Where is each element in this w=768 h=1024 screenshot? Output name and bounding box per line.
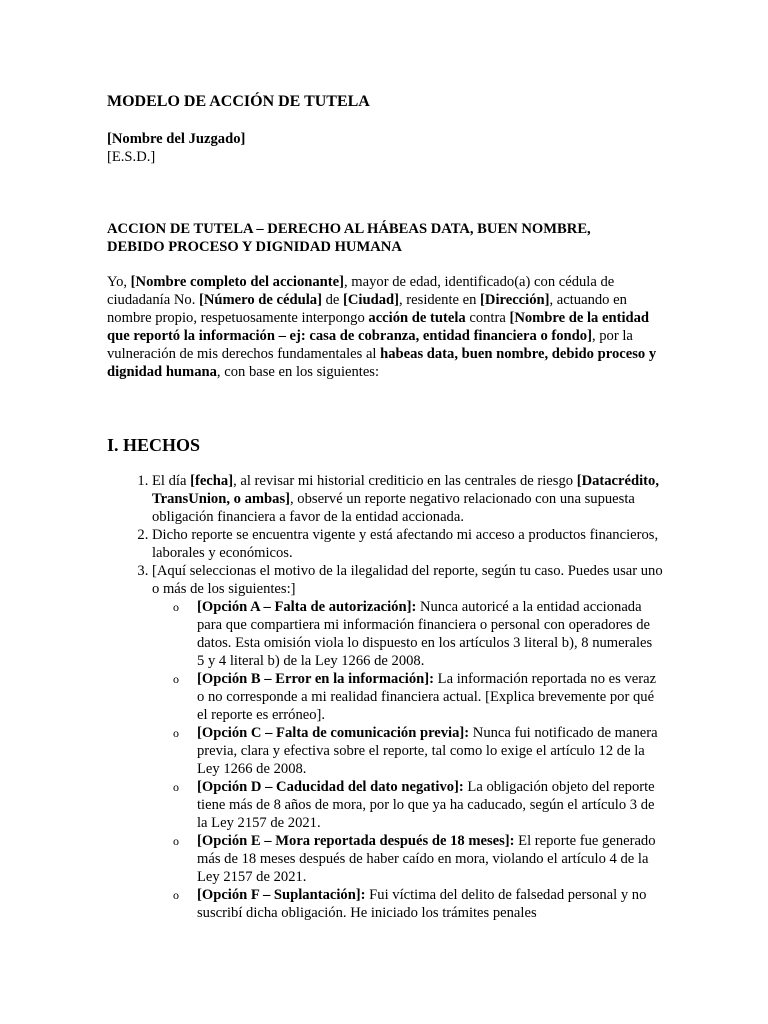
court-name: [Nombre del Juzgado] — [107, 131, 246, 147]
option-text: Fui víctima del delito de falsedad personal y no suscribí dicha obligación. He iniciado los trámites penales — [197, 887, 647, 921]
intro-text: , mayor de edad, identificado(a) con cédula de ciudadanía No. — [107, 274, 615, 308]
intro-bold: [Nombre completo del accionante] — [130, 274, 344, 290]
fact-text: [Aquí seleccionas el motivo de la ilegalidad del reporte, según tu caso. Puedes usar uno o más de los siguientes:] — [152, 563, 663, 597]
option-label: [Opción C – Falta de comunicación previa]: — [197, 725, 470, 741]
subject-line-2: DEBIDO PROCESO Y DIGNIDAD HUMANA — [107, 239, 402, 255]
options-list — [152, 598, 663, 922]
fact-bold: [fecha] — [190, 473, 234, 489]
fact-text: Dicho reporte se encuentra vigente y está afectando mi acceso a productos financieros, laborales y económicos. — [152, 527, 659, 561]
intro-bold: [Nombre de la entidad que reportó la información – ej: casa de cobranza, entidad financiera o fondo] — [107, 310, 650, 344]
facts-list — [107, 472, 663, 922]
subject-heading — [107, 220, 627, 256]
intro-bold: habeas data, buen nombre, debido proceso y dignidad humana — [107, 346, 657, 380]
intro-bold: [Ciudad] — [343, 292, 399, 308]
intro-text: de — [321, 292, 344, 308]
fact-text: El día — [152, 473, 191, 489]
option-label: [Opción A – Falta de autorización]: — [197, 599, 417, 615]
court-block — [107, 130, 245, 166]
fact-bold: [Datacrédito, TransUnion, o ambas] — [152, 473, 659, 507]
intro-paragraph — [107, 273, 657, 381]
court-esd: [E.S.D.] — [107, 149, 156, 165]
intro-text: Yo, — [107, 274, 131, 290]
intro-text: , por la vulneración de mis derechos fundamentales al — [107, 328, 633, 362]
intro-bold: [Número de cédula] — [199, 292, 322, 308]
option-label: [Opción E – Mora reportada después de 18 meses]: — [197, 833, 515, 849]
option-text: La obligación objeto del reporte tiene más de 8 años de mora, por lo que ya ha caducado, según el artículo 3 de la Ley 2157 de 2021. — [197, 779, 655, 831]
intro-text: contra — [465, 310, 510, 326]
intro-text: , con base en los siguientes: — [216, 364, 380, 380]
option-item-f — [197, 886, 663, 922]
subject-line-1: ACCION DE TUTELA – DERECHO AL HÁBEAS DATA, BUEN NOMBRE, — [107, 221, 591, 237]
option-text: El reporte fue generado más de 18 meses después de haber caído en mora, violando el artículo 4 de la Ley 2157 de 2021. — [197, 833, 656, 885]
section-heading-hechos: I. HECHOS — [107, 435, 201, 455]
document-title: MODELO DE ACCIÓN DE TUTELA — [107, 93, 370, 110]
fact-text: , al revisar mi historial crediticio en las centrales de riesgo — [233, 473, 577, 489]
fact-item-2 — [152, 526, 663, 562]
option-item-e — [197, 832, 663, 886]
option-item-d — [197, 778, 663, 832]
option-label: [Opción F – Suplantación]: — [197, 887, 366, 903]
fact-text: , observé un reporte negativo relacionado con una supuesta obligación financiera a favor de la entidad accionada. — [152, 491, 635, 525]
option-item-c — [197, 724, 663, 778]
option-label: [Opción D – Caducidad del dato negativo]: — [197, 779, 464, 795]
option-label: [Opción B – Error en la información]: — [197, 671, 434, 687]
intro-bold: [Dirección] — [480, 292, 550, 308]
fact-item-3 — [152, 562, 663, 922]
fact-item-1 — [152, 472, 663, 526]
intro-text: , actuando en nombre propio, respetuosamente interpongo — [107, 292, 627, 326]
option-text: Nunca fui notificado de manera previa, clara y efectiva sobre el reporte, tal como lo exige el artículo 12 de la Ley 1266 de 2008. — [197, 725, 658, 777]
option-item-b — [197, 670, 663, 724]
option-text: Nunca autoricé a la entidad accionada para que compartiera mi información financiera o personal con operadores de datos. Esta omisión viola lo dispuesto en los artículos 3 literal b), 8 numerales 5 y 4 literal b) de la Ley 1266 de 2008. — [197, 599, 653, 669]
intro-bold: acción de tutela — [368, 310, 466, 326]
intro-text: , residente en — [399, 292, 481, 308]
option-text: La información reportada no es veraz o no corresponde a mi realidad financiera actual. [Explica brevemente por qué el reporte es erróneo]. — [197, 671, 657, 723]
option-item-a — [197, 598, 663, 670]
